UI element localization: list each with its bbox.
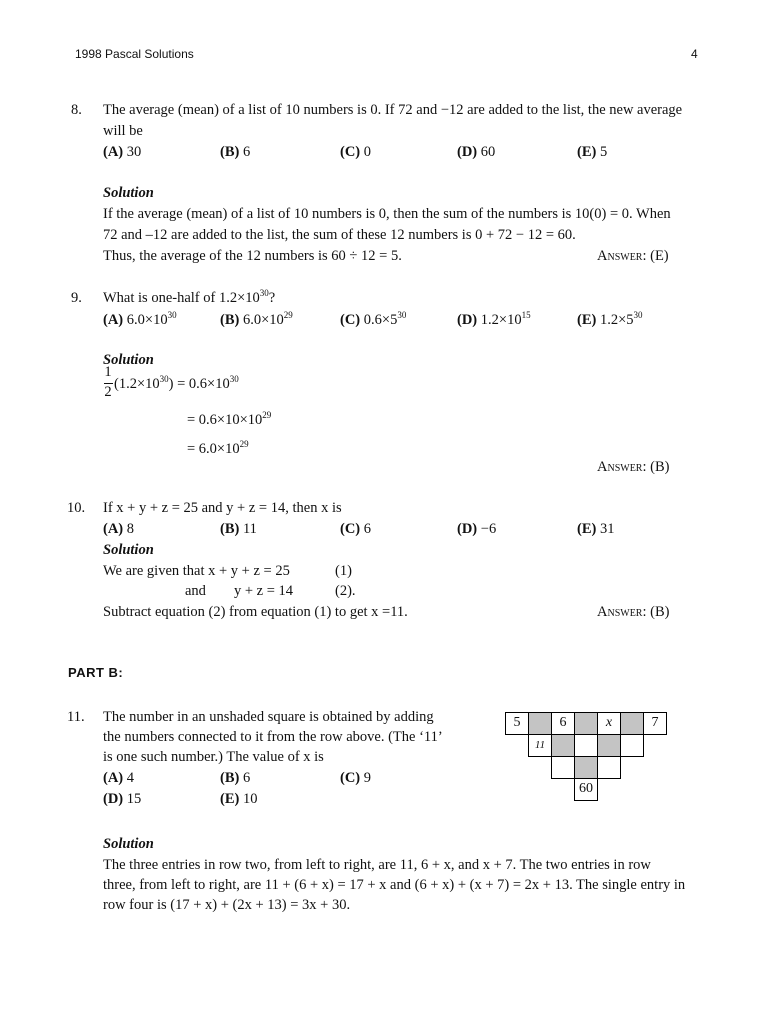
grid-cell-r3c2 bbox=[574, 756, 598, 779]
q11-question-line3: is one such number.) The value of x is bbox=[103, 749, 324, 765]
q11-option-d: (D) 15 bbox=[103, 791, 142, 807]
grid-cell-r2c3 bbox=[574, 734, 598, 757]
q10-option-d: (D) −6 bbox=[457, 521, 497, 537]
q10-given-and: and bbox=[185, 583, 206, 599]
grid-cell-r3c3 bbox=[597, 756, 621, 779]
grid-cell-r1c6 bbox=[620, 712, 644, 735]
q8-option-b: (B) 6 bbox=[220, 144, 251, 160]
q10-given-ref1: (1) bbox=[335, 563, 352, 579]
q10-answer: Answer: (B) bbox=[597, 604, 670, 620]
q8-number: 8. bbox=[71, 102, 82, 118]
q11-option-b: (B) 6 bbox=[220, 770, 251, 786]
q9-question: What is one-half of $1.2\times 10^{30}$? bbox=[103, 288, 276, 306]
q8-option-d: (D) 60 bbox=[457, 144, 496, 160]
grid-cell-r1c1: 5 bbox=[505, 712, 529, 735]
q8-option-c: (C) 0 bbox=[340, 144, 372, 160]
q9-fraction-numerator: 1 bbox=[104, 364, 112, 380]
q11-option-e: (E) 10 bbox=[220, 791, 258, 807]
grid-cell-r2c4 bbox=[597, 734, 621, 757]
q8-solution-line3: Thus, the average of the 12 numbers is 60 ÷ 12 = 5. bbox=[103, 248, 402, 264]
q10-solution-heading: Solution bbox=[103, 542, 154, 558]
q11-solution-heading: Solution bbox=[103, 836, 154, 852]
q11-solution-line3: row four is (17 + x) + (2x + 13) = 3x + 30. bbox=[103, 897, 351, 913]
q11-number: 11. bbox=[67, 709, 85, 725]
grid-cell-r1c7: 7 bbox=[643, 712, 667, 735]
q8-answer: Answer: (E) bbox=[597, 248, 669, 264]
q9-option-e: (E) $1.2\times 5^{30}$ bbox=[577, 310, 643, 328]
q9-option-c: (C) $0.6\times 5^{30}$ bbox=[340, 310, 407, 328]
q11-option-c: (C) 9 bbox=[340, 770, 372, 786]
q9-step1: $(1.2\times 10^{30}) = 0.6\times 10^{30}$ bbox=[114, 374, 239, 392]
q8-question-line2: will be bbox=[103, 123, 143, 139]
q8-option-e: (E) 5 bbox=[577, 144, 608, 160]
q11-solution-line1: The three entries in row two, from left to right, are 11, 6 + x, and x + 7. The two entries in row bbox=[103, 857, 651, 873]
q9-number: 9. bbox=[71, 290, 82, 306]
q9-options bbox=[0, 310, 768, 330]
q9-step2: = $0.6\times 10\times 10^{29}$ bbox=[187, 410, 272, 428]
page-header-title: 1998 Pascal Solutions bbox=[75, 47, 194, 61]
q9-option-d: (D) $1.2\times 10^{15}$ bbox=[457, 310, 531, 328]
grid-cell-r2c1: 11 bbox=[528, 734, 552, 757]
q11-question-line1: The number in an unshaded square is obtained by adding bbox=[103, 709, 434, 725]
q10-given-line2: y + z = 14 bbox=[234, 583, 294, 599]
q10-options bbox=[0, 519, 768, 539]
grid-cell-r1c3: 6 bbox=[551, 712, 575, 735]
q9-option-a: (A) $6.0\times 10^{30}$ bbox=[103, 310, 177, 328]
page-number: 4 bbox=[691, 47, 698, 61]
q8-question-line1: The average (mean) of a list of 10 numbers is 0. If 72 and −12 are added to the list, the new average bbox=[103, 102, 683, 118]
q9-solution-heading: Solution bbox=[103, 352, 154, 368]
q10-number: 10. bbox=[67, 500, 86, 516]
q9-step3: = $6.0\times 10^{29}$ bbox=[187, 439, 249, 457]
q11-solution-line2: three, from left to right, are 11 + (6 + x) = 17 + x and (6 + x) + (x + 7) = 2x + 13. The single entry in bbox=[103, 877, 686, 893]
q10-option-b: (B) 11 bbox=[220, 521, 257, 537]
q11-options-row1 bbox=[0, 768, 460, 788]
grid-cell-r2c2 bbox=[551, 734, 575, 757]
q10-option-e: (E) 31 bbox=[577, 521, 615, 537]
q8-option-a: (A) 30 bbox=[103, 144, 142, 160]
q10-question: If x + y + z = 25 and y + z = 14, then x is bbox=[103, 500, 342, 516]
grid-cell-r3c1 bbox=[551, 756, 575, 779]
q10-solution-last: Subtract equation (2) from equation (1) to get x =11. bbox=[103, 604, 408, 620]
q10-option-a: (A) 8 bbox=[103, 521, 135, 537]
q9-option-b: (B) $6.0\times 10^{29}$ bbox=[220, 310, 293, 328]
q8-options bbox=[0, 142, 768, 162]
grid-cell-r1c2 bbox=[528, 712, 552, 735]
q8-solution-line2: 72 and –12 are added to the list, the sum of these 12 numbers is 0 + 72 − 12 = 60. bbox=[103, 227, 576, 243]
grid-cell-r2c5 bbox=[620, 734, 644, 757]
q11-triangle-grid bbox=[505, 712, 666, 804]
q11-question-line2: the numbers connected to it from the row above. (The ‘11’ bbox=[103, 729, 443, 745]
grid-cell-r1c5: x bbox=[597, 712, 621, 735]
q10-given-line1: We are given that x + y + z = 25 bbox=[103, 563, 290, 579]
q8-solution-heading: Solution bbox=[103, 185, 154, 201]
q11-option-a: (A) 4 bbox=[103, 770, 135, 786]
q10-option-c: (C) 6 bbox=[340, 521, 372, 537]
q10-given-ref2: (2). bbox=[335, 583, 356, 599]
grid-cell-r1c4 bbox=[574, 712, 598, 735]
q11-options-row2 bbox=[0, 789, 460, 809]
grid-cell-r4c1: 60 bbox=[574, 778, 598, 801]
q9-answer: Answer: (B) bbox=[597, 459, 670, 475]
q8-solution-line1: If the average (mean) of a list of 10 numbers is 0, then the sum of the numbers is 10(0) = 0. When bbox=[103, 206, 671, 222]
part-b-heading: PART B: bbox=[68, 665, 124, 680]
q9-fraction-denominator: 2 bbox=[104, 384, 112, 400]
